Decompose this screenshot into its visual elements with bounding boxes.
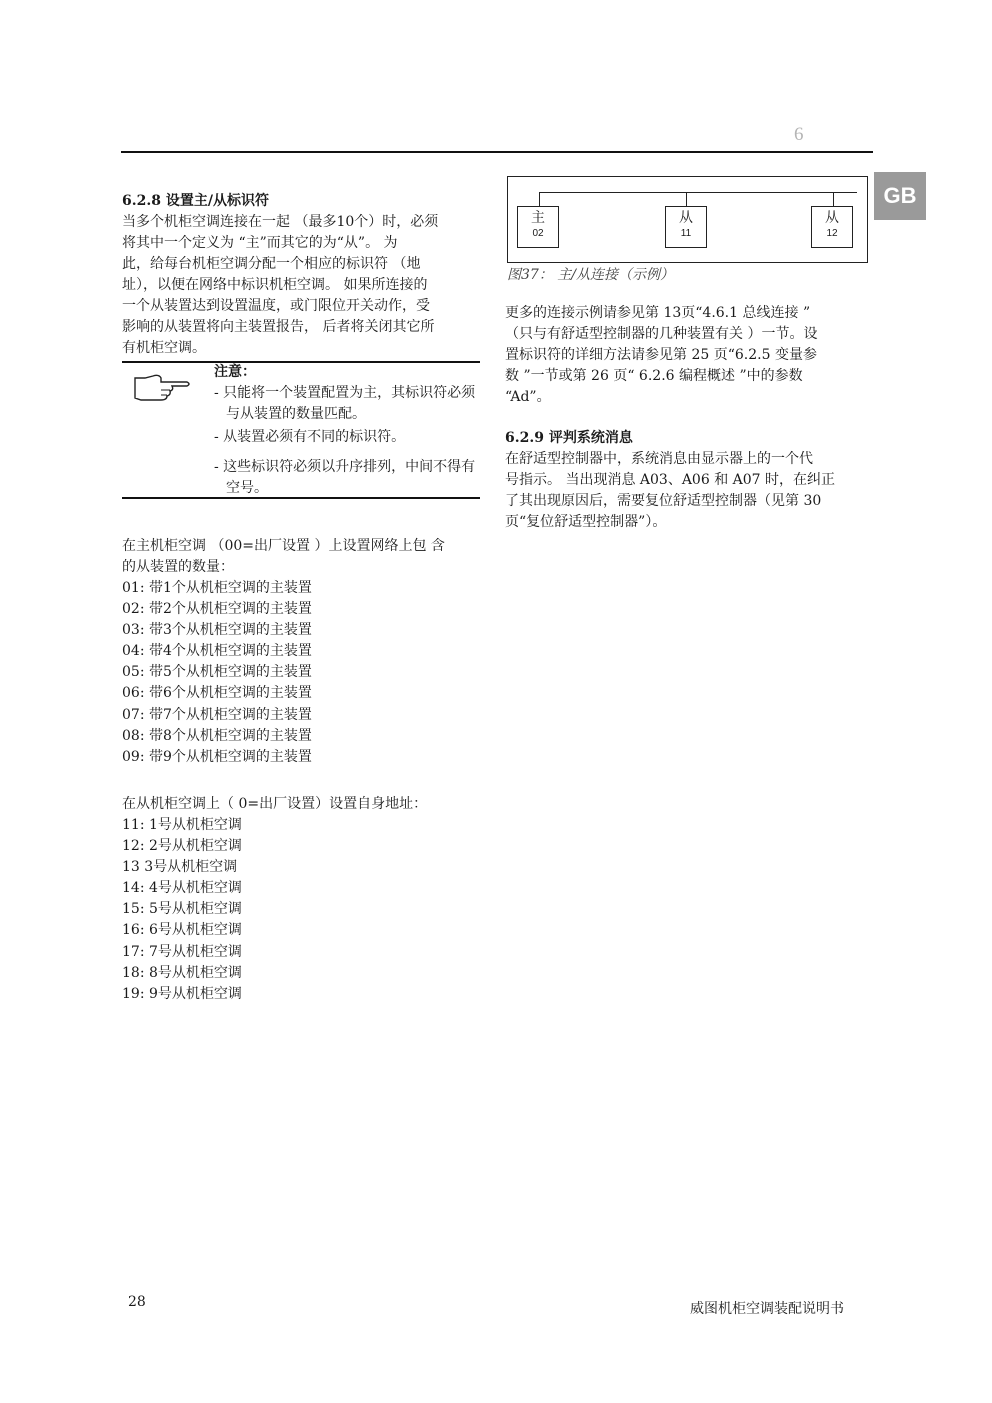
figure-caption: 图37： 主/从连接（示例）	[507, 267, 674, 283]
list-item: 06: 带6个从机柜空调的主装置	[122, 685, 312, 702]
paragraph-line: 此，给每台机柜空调分配一个相应的标识符 （地	[122, 256, 421, 272]
unit-label: 从	[825, 210, 839, 226]
chapter-number: 6	[794, 124, 804, 145]
paragraph-line: 址），以便在网络中标识机柜空调。 如果所连接的	[122, 277, 428, 293]
paragraph-line: 页“复位舒适型控制器”）。	[505, 514, 667, 530]
bus-drop	[833, 192, 834, 206]
list-item: 13 3号从机柜空调	[122, 859, 238, 876]
list-item: 17: 7号从机柜空调	[122, 943, 242, 960]
paragraph-line: 有机柜空调。	[122, 340, 206, 356]
note-block	[214, 362, 476, 499]
paragraph-line: 更多的连接示例请参见第 13页“4.6.1 总线连接 ”	[505, 305, 811, 321]
list-item: 12: 2号从机柜空调	[122, 838, 242, 855]
unit-code: 12	[826, 228, 838, 239]
bus-line	[539, 192, 857, 193]
paragraph-line: 数 ”一节或第 26 页“ 6.2.6 编程概述 ”中的参数	[505, 368, 803, 384]
slave-unit	[811, 206, 853, 248]
bus-drop	[539, 192, 540, 206]
pointing-hand-icon	[131, 368, 191, 404]
list-item: 07: 带7个从机柜空调的主装置	[122, 706, 312, 723]
section-heading: 6.2.9 评判系统消息	[505, 430, 633, 446]
section-628	[122, 191, 488, 359]
paragraph-line: 号指示。 当出现消息 A03、A06 和 A07 时，在纠正	[505, 472, 836, 488]
list-item: 05: 带5个从机柜空调的主装置	[122, 664, 312, 681]
master-slave-diagram	[507, 176, 868, 263]
paragraph-line: 在从机柜空调上（ 0=出厂设置）设置自身地址：	[122, 796, 428, 812]
list-item: 16: 6号从机柜空调	[122, 922, 242, 939]
note-bottom-rule	[122, 497, 480, 499]
list-item: 18: 8号从机柜空调	[122, 964, 242, 981]
paragraph-line: （只与有舒适型控制器的几种装置有关 ）一节。设	[505, 326, 818, 342]
list-item: 03: 带3个从机柜空调的主装置	[122, 622, 312, 639]
list-item: 01: 带1个从机柜空调的主装置	[122, 580, 312, 596]
slave-unit	[665, 206, 707, 248]
list-item: 04: 带4个从机柜空调的主装置	[122, 643, 312, 660]
list-item: 09: 带9个从机柜空调的主装置	[122, 748, 312, 765]
list-item: 08: 带8个从机柜空调的主装置	[122, 727, 312, 744]
bus-drop	[686, 192, 687, 206]
paragraph-line: 的从装置的数量：	[122, 559, 234, 575]
list-item: 19: 9号从机柜空调	[122, 985, 242, 1002]
paragraph-line: 置标识符的详细方法请参见第 25 页“6.2.5 变量参	[505, 347, 817, 363]
note-item: - 从装置必须有不同的标识符。	[214, 429, 406, 445]
unit-code: 11	[680, 228, 692, 239]
paragraph-line: 在舒适型控制器中，系统消息由显示器上的一个代	[505, 451, 813, 467]
paragraph-line: “Ad”。	[505, 389, 551, 405]
list-item: 11: 1号从机柜空调	[122, 817, 242, 833]
list-item: 02: 带2个从机柜空调的主装置	[122, 601, 312, 618]
paragraph-line: 当多个机柜空调连接在一起 （最多10个）时，必须	[122, 214, 439, 230]
master-unit	[517, 206, 559, 248]
paragraph-line: 在主机柜空调 （00=出厂设置 ）上设置网络上包 含	[122, 538, 445, 554]
paragraph-line: 将其中一个定义为 “主”而其它的为“从”。 为	[122, 235, 398, 251]
header-rule	[121, 151, 873, 153]
paragraph-line: 一个从装置达到设置温度，或门限位开关动作，受	[122, 298, 430, 314]
document-title: 威图机柜空调装配说明书	[690, 1301, 844, 1317]
note-item: - 只能将一个装置配置为主，其标识符必须与从装置的数量匹配。	[214, 385, 476, 422]
more-examples	[505, 303, 873, 408]
language-tab: GB	[874, 172, 926, 220]
unit-label: 主	[531, 210, 545, 226]
master-section	[122, 536, 488, 768]
unit-label: 从	[679, 210, 693, 226]
paragraph-line: 了其出现原因后，需要复位舒适型控制器（见第 30	[505, 493, 822, 509]
paragraph-line: 影响的从装置将向主装置报告， 后者将关闭其它所	[122, 319, 435, 335]
list-item: 15: 5号从机柜空调	[122, 901, 242, 918]
page-number: 28	[128, 1294, 146, 1310]
list-item: 14: 4号从机柜空调	[122, 880, 242, 897]
slave-section	[122, 794, 488, 1005]
section-heading: 6.2.8 设置主/从标识符	[122, 193, 269, 209]
unit-code: 02	[532, 228, 544, 239]
note-title: 注意：	[214, 364, 256, 380]
note-item: - 这些标识符必须以升序排列，中间不得有空号。	[214, 459, 476, 496]
section-629	[505, 428, 873, 533]
